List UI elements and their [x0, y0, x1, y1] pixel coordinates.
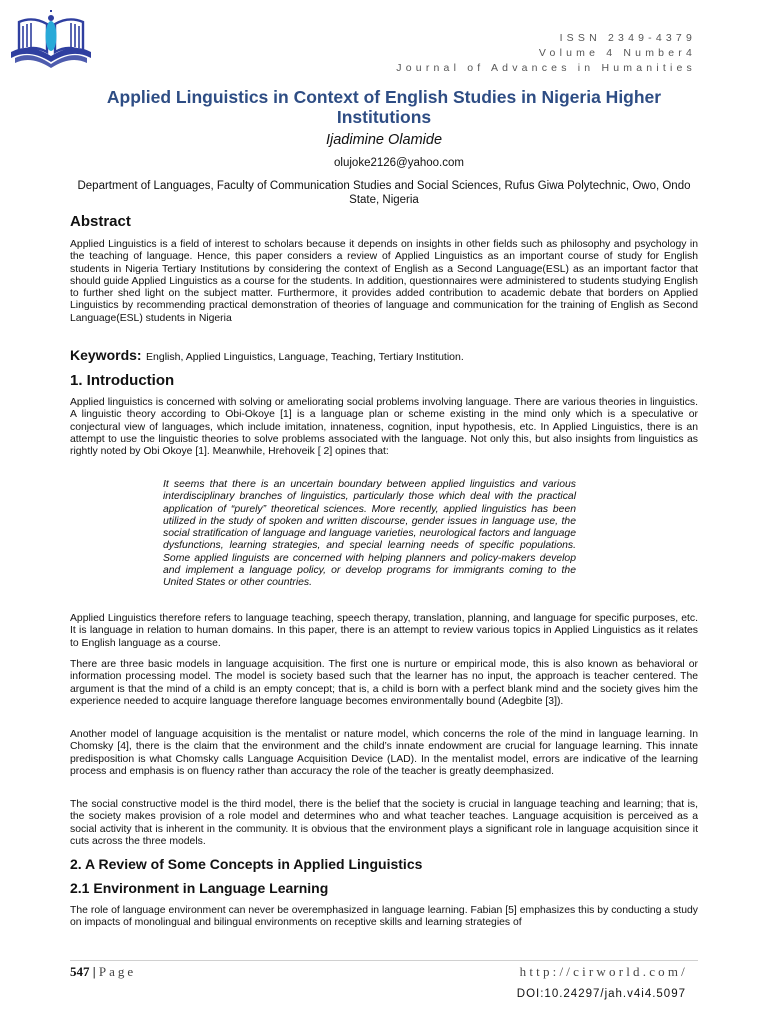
journal-website-link[interactable]: http://cirworld.com/	[519, 964, 688, 979]
journal-header	[396, 31, 696, 76]
intro-paragraph-5: The social constructive model is the third model, there is the belief that the society is crucial in language teaching and learning; that is, the society makes provision of a role model and determines who and what teacher teaches. Language acquisition is perceived as a social activity that is inherent in the community. It is obvious that the environment plays a significant role in language acquisition since it cuts across the three models.	[70, 799, 698, 847]
doi-text: DOI:10.24297/jah.v4i4.5097	[516, 988, 686, 1000]
intro-p5-wrap	[70, 799, 698, 848]
issn-text: ISSN 2349-4379	[559, 32, 696, 44]
intro-heading-wrap	[70, 372, 698, 390]
intro-heading: 1. Introduction	[70, 372, 175, 389]
section2-paragraph-1: The role of language environment can never be overemphasized in language learning. Fabian [5] emphasizes this by conducting a study on impacts of monolingual and bilingual environments on receptive skills and learning strategies of	[70, 905, 698, 929]
intro-paragraph-2: Applied Linguistics therefore refers to language teaching, speech therapy, translation, planning, and language for specific purposes, etc. It is language in relation to human domains. In this paper, there is an attempt to review various topics in Applied Linguistics as it relates to English language as a course.	[70, 613, 698, 649]
paper-title: Applied Linguistics in Context of English Studies in Nigeria Higher Institutions	[106, 87, 662, 127]
abstract-heading-wrap	[70, 213, 698, 231]
section2-1-heading: 2.1 Environment in Language Learning	[70, 880, 329, 896]
page-number-separator: |	[92, 964, 96, 979]
section2-heading: 2. A Review of Some Concepts in Applied Linguistics	[70, 856, 423, 872]
intro-paragraph-1: Applied linguistics is concerned with solving or ameliorating social problems involving language. There are various theories in linguistics. A linguistic theory according to Obi-Okoye [1] is a language plan or scheme existing in the mind only which is a speculative or conjectural view of languages, which include imitation, innateness, cognition, input hypothesis, etc. In Applied Linguistics, there is an attempt to use the linguistic theories to solve problems associated with the language. Not only this, but also insights from linguistics as rightly noted by Obi Okoye [1]. Meanwhile, Hrehoveik [ 2] opines that:	[70, 397, 698, 458]
author-affiliation: Department of Languages, Faculty of Communication Studies and Social Sciences, Rufus Giwa Polytechnic, Owo, Ondo State, Nigeria	[77, 180, 691, 206]
author-name: Ijadimine Olamide	[325, 132, 443, 148]
block-quote: It seems that there is an uncertain boundary between applied linguistics and various interdisciplinary branches of linguistics, particularly those which deal with the practical application of “purely” theoretical sciences. More recently, applied linguistics has been utilized in the study of spoken and written discourse, gender issues in language use, the social stratification of language and language varieties, neurological factors and language dysfunctions, learning strategies, and special learning needs of specific populations. Some applied linguists are concerned with helping planners and policy-makers develop and implement a language policy, or develop programs for immigrants coming to the United States or other countries.	[163, 479, 576, 589]
section2-heading-wrap	[70, 856, 698, 873]
abstract-text: Applied Linguistics is a field of interest to scholars because it depends on insights in other fields such as philosophy and psychology in the teaching of language. Hence, this paper considers a review of Applied Linguistics as an important course of study for English students in Nigeria Tertiary Institutions by considering the context of English as a Second Language(ESL) as an important factor that should guide Applied Linguistics as a course for the students. In addition, questionnaires were administered to students studying English to further shed light on the subject matter. Furthermore, it provides added contribution to academic debate that borders on Applied Linguistics by recommending practical demonstration of theories of language and communication for the training of English as Second Language(ESL) students in Nigeria	[70, 239, 698, 324]
intro-p4-wrap	[70, 729, 698, 778]
page-word: Page	[98, 964, 137, 979]
abstract-section	[70, 239, 698, 325]
page-number	[70, 964, 136, 980]
page-number-value: 547	[70, 964, 90, 979]
section2-p1-wrap	[70, 905, 698, 930]
keywords-line	[70, 347, 698, 365]
abstract-heading: Abstract	[70, 213, 131, 230]
journal-logo-icon	[7, 8, 95, 74]
footer-divider	[70, 960, 698, 961]
journal-name: Journal of Advances in Humanities	[396, 62, 696, 74]
author-email: olujoke2126@yahoo.com	[334, 157, 464, 169]
intro-p3-wrap	[70, 659, 698, 708]
keywords-label: Keywords:	[70, 347, 142, 363]
intro-paragraph-3: There are three basic models in language acquisition. The first one is nurture or empirical mode, this is also known as behavioral or information processing model. The model is society based such that the learner has no input, the approach is teacher centered. The argument is that the mind of a child is an empty concept; that is, a child is born with a perfect blank mind and the society gives him the experience needed to acquire language therefore language becomes environmentally bound (Adegbite [3]).	[70, 659, 698, 707]
keywords-text: English, Applied Linguistics, Language, Teaching, Tertiary Institution.	[146, 351, 464, 363]
intro-p1-wrap	[70, 397, 698, 458]
volume-text: Volume 4 Number4	[538, 47, 696, 59]
intro-paragraph-4: Another model of language acquisition is the mentalist or nature model, which concerns the role of the mind in language learning. In Chomsky [4], there is the claim that the environment and the child’s innate endowment are crucial for language learning. This innate predisposition is what Chomsky calls Language Acquisition Device (LAD). In the mentalist model, errors are indicative of the learning process and emphasis is on fluency rather than accuracy the role of the teacher is greatly deemphasized.	[70, 729, 698, 777]
section2-subheading-wrap	[70, 880, 698, 897]
intro-p2-wrap	[70, 613, 698, 650]
